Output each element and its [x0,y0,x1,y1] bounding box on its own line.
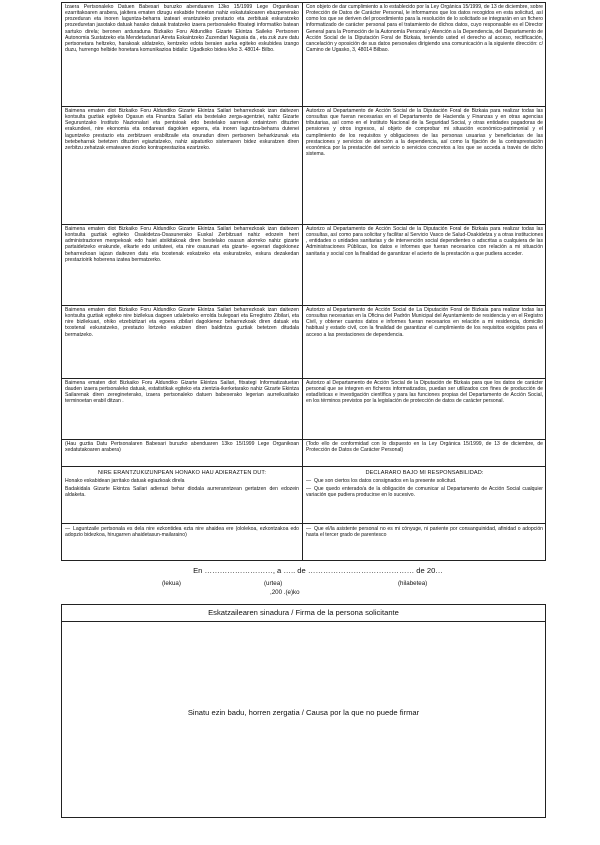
consent-health-eu: Baimena ematen diot Bizkaiko Foru Aldundiko Gizarte Ekintza Sailari beharrezkoak izan daitezen kontsulta guztiak egiteko Osakidetza-Osasunerako Euskal Zerbitzuari nahiz edozein herri administrazioren menpekoak edo haiei atxikitakoak diren bestelako osasun alorreko nahiz gizarte partaidetzeko erakunde, elkarte edo unitateei, eta nire osasunari eta gizarte- egoerari dagokionez beharrezkoan iajzan daitezen datu eta txostenak eskatzeko eta eskuratzeko, eskura dezakedan prestazioirik hoberena izatea bermatzerko. [65,226,299,263]
year-label: (urtea) [264,580,283,587]
legal-basis-eu: (Hau guztia Datu Pertsonalaren Babesari buruzko abenduaren 13ko 15/1999 Lege Organikoan xedatutakoaren arabera) [65,441,299,454]
place-label: (lekua) [162,580,181,587]
consent-tax-eu: Baimena ematen diot Bizkaiko Foru Aldundiko Gizarte Ekintza Sailari beharrezkoak izan daitezen kontsulta guztiak egiteko Ogasun eta Finantza Sailari eta bestelako zerga-agentziei, nahiz Gizarte Seguruntzako Instituto Nazionalari eta pentsioak edo bestelako sarrerak ordaintzen dituzten erakundeei, nire ekonomia eta ondareari dagokien egoera, eta inoren laguntza-beharra dutenei laguntzeko prestazio eta zerbitzuen erabiltzaile eta onuradun diren pertsonen beharkizunak eta betebeharrak betetzen dituzten egiaztatzeko, nahiz aipaturiko sistemaren bidez eskuratzen diren zerbitzu zehatzak ematearen ziozko kontraprestazioa ezartzeko. [65,108,299,151]
cannot-sign-reason-label: Sinatu ezin badu, horren zergatia / Causa por la que no puede firmar [187,708,420,717]
consent-statistics-es: Autorizo al Departamento de Acción Social de la Diputación de Bizkaia para que los datos de carácter personal que se integren en ficheros informatizados, puedan ser utilizados con fines de producción de estadísticas e investigación científica y para las funciones propias del Departamento de Acción Social, en los términos previstos por la legislación de protección de datos de carácter personal. [306,380,543,405]
privacy-notice-eu: Izaera Pertsonaleko Datuen Babesari buruzko abenduaren 13ko 15/1999 Lege Organikoan ezarritakoaren arabera, jakitera ematen dizugu eskabide honetan nahiz eskatutakoaren ebazpenerako prozeduran eta inoren laguntza-beharra izateari erantzuteko prestazio eta zerbituak eskuratzeko prozeduretan jasotako datuak harako datuak tratatzeko izaera pertsonaleko fitxategi informatiko batean sartuko direla; beronen arduraduna Bizkaiko Foru Aldundiko Gizarte Ekintza Saileko Pertsonen Autonomia Sustatzeko eta Mendetadunari Arreta Eskaintzeko Zuzendari Nagusia da , eta zuk zure datu pertsonetara heltzeko, harakoak aldatzeko, kentzeko edota beraien aurka egiteko eskubidea izango duzu, hurrengo helbide honetara komunikazioa bidaliz: Ugadkoko bidea k/ko 3. 48014- Bilbo. [65,4,299,54]
signature-title-rule [62,621,545,622]
bullet-dash: — [65,526,71,532]
declaration-item-eu: Honako eskabidean jarritako datuak egiazkoak direla [65,478,185,485]
bullet-dash: — [306,486,312,493]
consent-statistics-eu: Baimena ematen diot Bizkaiko Foru Aldundiko Gizarte Ekintza Sailari, fitxategi Informatizatuetan dauden izaera pertsonaleko datuak, estatistikak egiteko eta zientzia-ikerketarako nahiz Gizarte Ekintza Sailarenak diren zeregineterako, izaera pertsonaleko datuen babeserako legerian aurreikusitako terminoetan erabil ditzan . [65,380,299,405]
declaration-item-es: — Que quedo enterado/a de la obligación de comunicar al Departamento de Acción Social cualquier variación que pudiera producirse en lo sucesivo. [306,486,543,499]
signature-box[interactable] [61,604,546,818]
declaration-assistant-eu: — Laguntzaile pertsonala es dela nire ezkontidea ezta nire ahaidea ere (ololekoa, ezkontzakoa edo adopzio bidezkoa, hirugarren ahaidetasun-mailaraino) [65,526,299,539]
declaration-item-es: — Que son ciertos los datos consignados en la presente solicitud. [306,478,457,485]
legal-basis-es: (Todo ello de conformidad con lo dispuesto en la Ley Orgánica 15/1999, de 13 de diciembre, de Protección de Datos de Carácter Personal) [306,441,543,454]
privacy-notice-es: Con objeto de dar cumplimiento a lo establecido por la Ley Orgánica 15/1999, de 13 de diciembre, sobre Protección de Datos de Carácter Personal, le informamos que los datos recogidos en esta solicitud, así como los que se deriven del procedimiento para la resolución de lo solicitado se integrarán en un fichero informatizado de carácter personal para el tratamiento de dichos datos, cuyo responsable es el Director General para la Promoción de la Autonomía Personal y Atención a la Dependencia, del Departamento de Acción Social de la Diputación Foral de Bizkaia, teniendo usted el derecho al acceso, rectificación, cancelación y oposición de sus datos personales dirigiendo una comunicación a la siguiente dirección: c/ Camino de Ugasko, 3, 48014 Bilbao. [306,4,544,54]
year-suffix: ,200 .(e)ko [270,589,300,596]
month-label: (hilabetea) [398,580,428,587]
bullet-dash: — [306,526,312,532]
consent-tax-es: Autorizo al Departamento de Acción Social de la Diputación Foral de Bizkaia para realizar todas las consultas que fueran necesarias en el Departamento de Hacienda y Finanzas y en otras agencias tributarias, así como en el Instituto Nacional de la Seguridad Social, y otras entidades pagadoras de pensiones y otros ingresos, al objeto de comprobar mi situación económico-patrimonial y el cumplimiento de los requisitos y obligaciones de las personas usuarias y beneficiarias de las prestaciones y servicios de atención a la dependencia, así como la fijación de la contraprestación económica por la prestación del servicio o servicios concretos a los que se acceda a través de dicho sistema. [306,108,543,158]
declaration-title-es: DECLARARO BAJO MI RESPONSABILIDAD: [365,470,484,476]
date-place-field[interactable]: En ………………………, a ….. de …………………………………… de 20… [193,566,443,575]
consent-health-es: Autorizo al Departamento de Acción Social de la Diputación Foral de Bizkaia para realizar todas las consultas, así como para solicitar y facilitar al Servicio Vasco de Salud-Osakidetza y a otras instituciones , entidades o unidades sanitarias y de intervención social dependientes o adscritas a cualquiera de las Administraciones Públicas, los datos e informes que fueran necesarios con relación a mi situación sanitaria y social con la finalidad de garantizar el acierto de la prestación a que pudiera acceder. [306,226,543,257]
consent-census-eu: Baimena ematen diot Bizkaiko Foru Aldundiko Gizarte Ekintza Sailari beharrezkoak izan daitezen kontsulta guztiak egiteko nire bizilekua dagoen udaletxeko erroldа bulegoari eta Erregistro Zibilari, eta nire bizilekuari, ohiko etzebizitzari eta egoera zibilari dagokienez beharrezkoak diren datuak eta txostenal eskuratzeko, prestazio lortzeko eskatzen diren baldintza guztiak betetzen ditudala bermatzeko. [65,307,299,338]
declaration-assistant-es: — Que el/la asistente personal no es mi cónyuge, ni pariente por consanguinidad, afinidad o adopción hasta el tercer grado de parentesco [306,526,543,539]
declaration-item-eu: Badakidala Gizarte Ekintza Sailari adierazi behar diodala aurreranntzean gertatzen den edozein aldaketa. [65,486,299,499]
declaration-title-eu: NIRE ERANTZUKIZUNPEAN HONAKO HAU ADIERAZTEN DUT: [98,470,266,476]
bullet-dash: — [306,478,312,485]
consent-table [61,2,546,561]
consent-census-es: Autorizo al Departamento de Acción Social de La Diputación Foral de Bizkaia para realizar todas las consultas necesarias en la Oficina del Padrón Municipal del Ayuntamiento de residencia y en el Registro Civil, y obtener cuantos datos e informes fueran necesarios en relación a mi residencia, domicilio habitual y estado civil, con la finalidad de garantizar el cumplimiento de los requisitos exigidos para el acceso a las prestaciones de dependencia. [306,307,543,338]
declaration-es [303,467,546,523]
signature-title: Eskatzailearen sinadura / Firma de la persona solicitante [208,608,399,617]
declaration-eu [62,467,302,523]
